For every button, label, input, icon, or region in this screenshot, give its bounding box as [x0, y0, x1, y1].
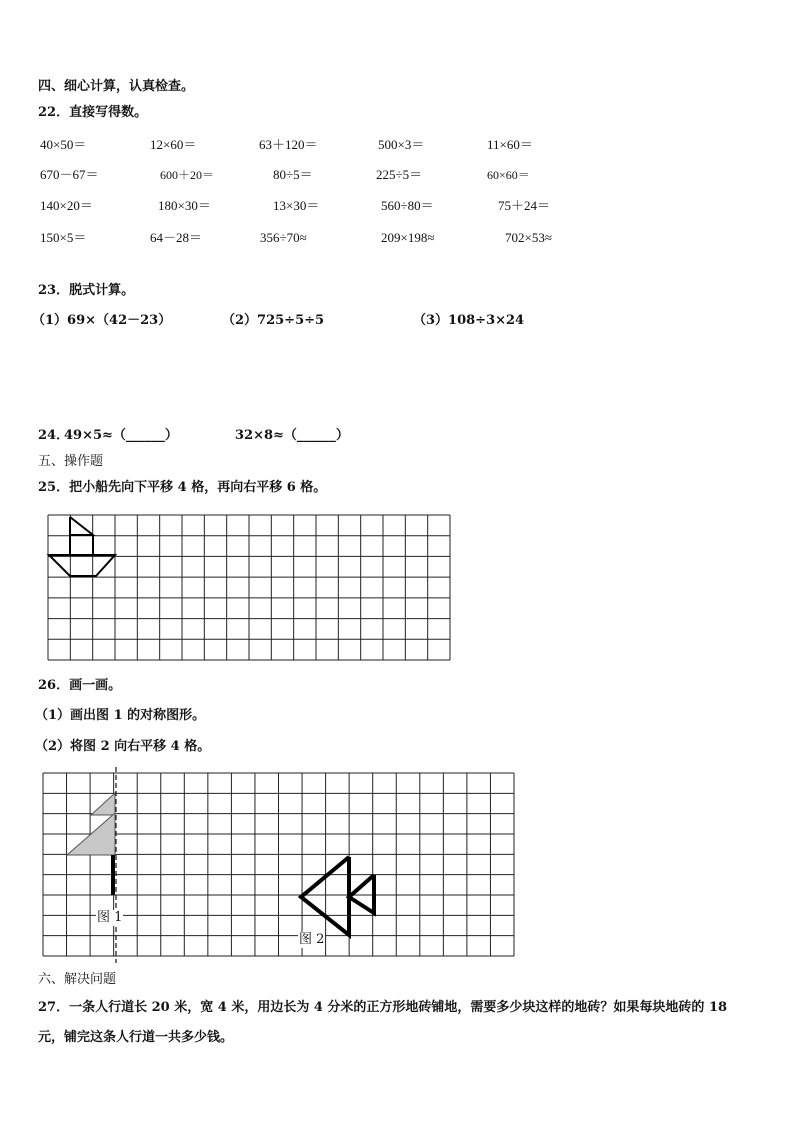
question-24-label: 24． [38, 428, 70, 443]
grid-lines [48, 515, 450, 660]
section-6-title: 六、解决问题 [38, 972, 117, 987]
question-27-line-1: 27．一条人行道长 20 米，宽 4 米，用边长为 4 分米的正方形地砖铺地，需要多少块这样的地砖？如果每块地砖的 18 [38, 1000, 728, 1015]
calc-item: 150×5＝ [40, 230, 87, 245]
calc-item: 63＋120＝ [259, 137, 318, 152]
calc-item: 356÷70≈ [260, 230, 307, 245]
q26-sub-2: （2）将图 2 向右平移 4 格。 [35, 739, 211, 754]
calc-item: 180×30＝ [158, 198, 211, 213]
figure-1-label: 图 1 [97, 910, 123, 925]
boat-sail [70, 517, 93, 535]
figure-2-shape [301, 857, 374, 935]
section-5-title: 五、操作题 [38, 454, 104, 469]
calc-item: 75＋24＝ [498, 198, 551, 213]
calc-item: 40×50＝ [40, 137, 87, 152]
q24-item-2: 32×8≈（______） [235, 428, 349, 443]
q26-grid-figure [43, 773, 515, 957]
calc-item: 11×60＝ [487, 137, 533, 152]
section-4-title: 四、细心计算，认真检查。 [38, 79, 195, 94]
figure-2-label: 图 2 [299, 932, 325, 947]
calc-item: 12×60＝ [150, 137, 197, 152]
calc-item: 140×20＝ [40, 198, 93, 213]
calc-item: 80÷5＝ [273, 167, 313, 182]
boat-shape [49, 517, 115, 576]
question-22-label: 22．直接写得数。 [38, 105, 148, 120]
calc-item: 560÷80＝ [381, 198, 434, 213]
q26-sub-1: （1）画出图 1 的对称图形。 [35, 708, 206, 723]
question-25-label: 25．把小船先向下平移 4 格，再向右平移 6 格。 [38, 480, 327, 495]
question-27-line-2: 元，铺完这条人行道一共多少钱。 [38, 1030, 234, 1045]
q24-item-1: 49×5≈（______） [64, 428, 178, 443]
q23-item-1: （1）69×（42－23） [32, 313, 172, 328]
calc-item: 600＋20＝ [160, 168, 215, 182]
q25-grid-figure [48, 515, 451, 661]
calc-item: 702×53≈ [505, 230, 552, 245]
calc-item: 500×3＝ [378, 137, 425, 152]
question-23-label: 23．脱式计算。 [38, 283, 135, 298]
calc-item: 670－67＝ [40, 167, 99, 182]
calc-item: 13×30＝ [273, 198, 320, 213]
calc-item: 209×198≈ [381, 230, 435, 245]
figure-1-triangle-top [91, 793, 115, 815]
question-26-label: 26．画一画。 [38, 678, 122, 693]
calc-item: 64－28＝ [150, 230, 203, 245]
calc-item: 225÷5＝ [376, 167, 423, 182]
calc-item: 60×60＝ [487, 168, 530, 182]
boat-hull [49, 555, 115, 576]
q23-item-3: （3）108÷3×24 [413, 313, 525, 328]
q23-item-2: （2）725÷5÷5 [222, 313, 325, 328]
